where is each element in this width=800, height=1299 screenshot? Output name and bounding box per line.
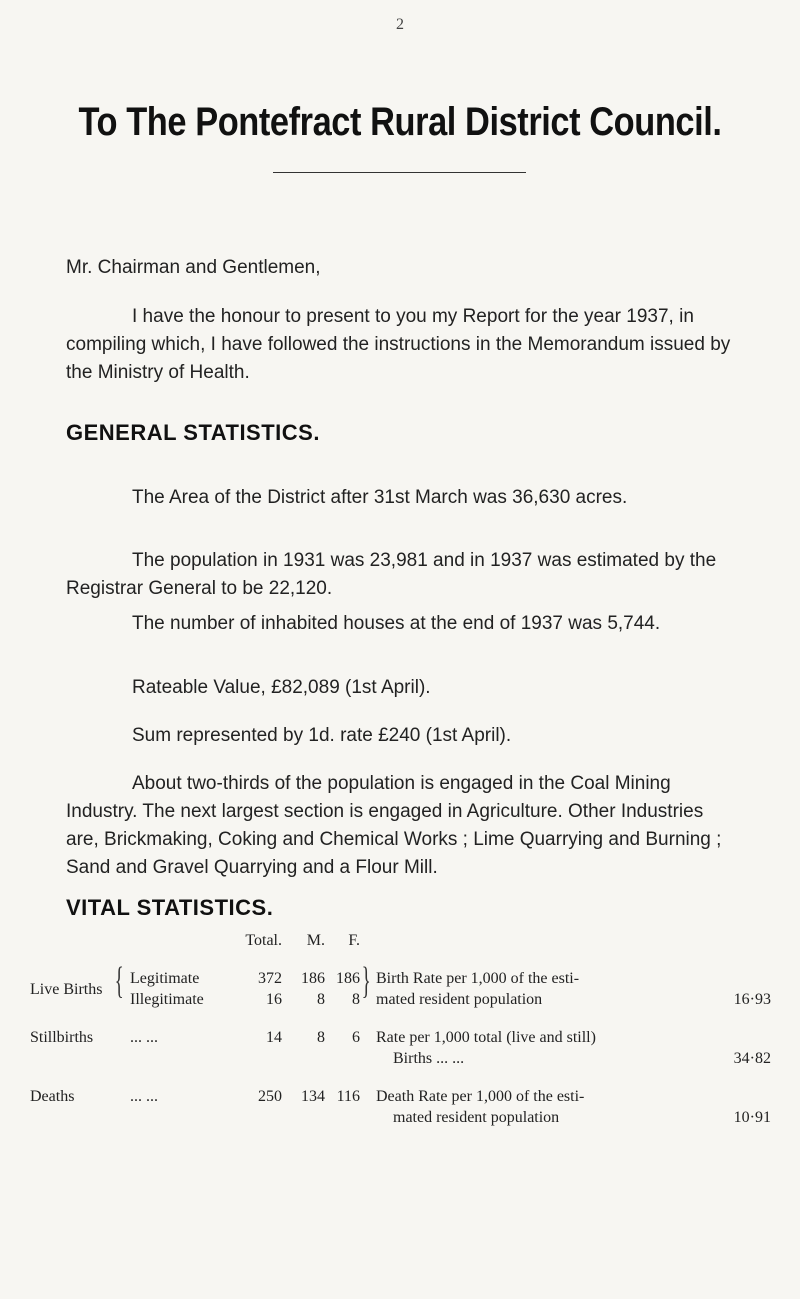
page-number: 2 [396, 16, 404, 33]
rateable-value: Rateable Value, £82,089 (1st April). [132, 677, 431, 698]
stillbirths-m: 8 [317, 1029, 325, 1046]
stillbirth-rate-note-line2: Births ... ... [393, 1050, 465, 1067]
death-rate-note-line2: mated resident population [393, 1109, 560, 1126]
deaths-leader-dots: ... ... [130, 1088, 158, 1105]
left-brace: { [114, 960, 124, 1002]
title-divider [273, 172, 526, 173]
birth-rate-note-line2: mated resident population [376, 991, 543, 1008]
birth-rate-note-line1: Birth Rate per 1,000 of the esti- [376, 970, 580, 987]
illegitimate-f: 8 [352, 991, 360, 1008]
illegitimate-total: 16 [266, 991, 282, 1008]
column-header-m: M. [306, 932, 325, 949]
penny-rate: Sum represented by 1d. rate £240 (1st April). [132, 725, 512, 746]
column-header-f: F. [348, 932, 360, 949]
birth-rate-value: 16·93 [733, 991, 771, 1008]
death-rate-note-line1: Death Rate per 1,000 of the esti- [376, 1088, 585, 1105]
general-statistics-heading: GENERAL STATISTICS. [66, 420, 320, 445]
stillbirth-rate-note-line1: Rate per 1,000 total (live and still) [376, 1029, 596, 1046]
live-births-label: Live Births [30, 981, 103, 998]
deaths-f: 116 [336, 1088, 360, 1105]
legitimate-label: Legitimate [130, 970, 200, 987]
vital-statistics-heading: VITAL STATISTICS. [66, 895, 274, 920]
illegitimate-label: Illegitimate [130, 991, 204, 1008]
deaths-m: 134 [301, 1088, 325, 1105]
legitimate-total: 372 [258, 970, 282, 987]
area-paragraph: The Area of the District after 31st March was 36,630 acres. [132, 487, 628, 508]
page-title: To The Pontefract Rural District Council. [78, 100, 722, 144]
salutation: Mr. Chairman and Gentlemen, [66, 257, 321, 278]
right-brace: } [361, 960, 371, 1002]
column-header-total: Total. [245, 932, 282, 949]
stillbirths-total: 14 [266, 1029, 282, 1046]
deaths-label: Deaths [30, 1088, 75, 1105]
houses-paragraph: The number of inhabited houses at the end of 1937 was 5,744. [132, 613, 661, 634]
stillbirths-label: Stillbirths [30, 1029, 94, 1046]
intro-paragraph: I have the honour to present to you my Report for the year 1937, in compiling which, I have followed the instructions in the Memorandum issued by the Ministry of Health. [66, 306, 731, 383]
stillbirths-leader-dots: ... ... [130, 1029, 158, 1046]
death-rate-value: 10·91 [733, 1109, 771, 1126]
population-paragraph: The population in 1931 was 23,981 and in 1937 was estimated by the Registrar General to be 22,120. [66, 550, 717, 599]
legitimate-m: 186 [301, 970, 325, 987]
legitimate-f: 186 [336, 970, 360, 987]
illegitimate-m: 8 [317, 991, 325, 1008]
industries-paragraph: About two-thirds of the population is engaged in the Coal Mining Industry. The next largest section is engaged in Agriculture. Other Industries are, Brickmaking, Coking and Chemical Works ; Lime Quarrying and Burning ; Sand and Gravel Quarrying and a Flour Mill. [66, 773, 722, 878]
stillbirths-f: 6 [352, 1029, 360, 1046]
stillbirth-rate-value: 34·82 [733, 1050, 771, 1067]
deaths-total: 250 [258, 1088, 282, 1105]
